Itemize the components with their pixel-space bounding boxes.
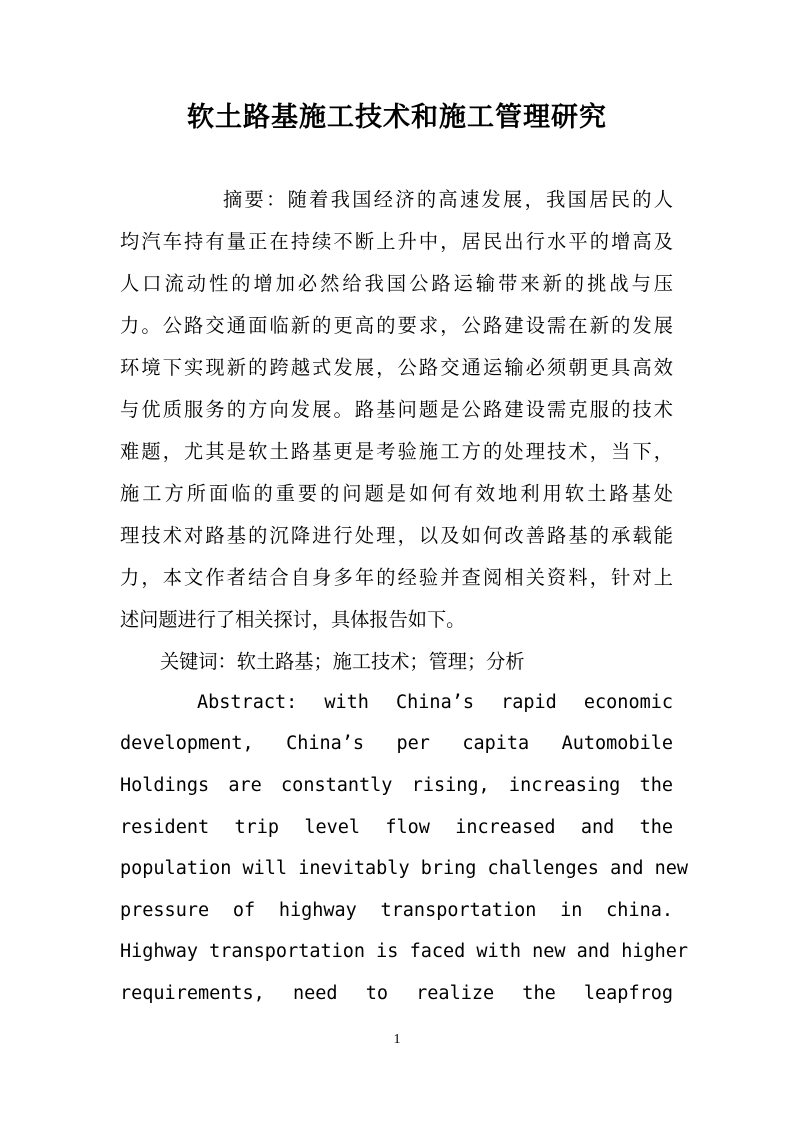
abstract-en-line: population will inevitably bring challenges and new <box>120 858 689 879</box>
abstract-en-line: Abstract: with China’s rapid economic <box>197 692 673 713</box>
abstract-cn-line: 均汽车持有量正在持续不断上升中，居民出行水平的增高及 <box>120 230 673 253</box>
abstract-cn-line: 力，本文作者结合自身多年的经验并查阅相关资料，针对上 <box>120 566 673 589</box>
abstract-en-line: requirements, need to realize the leapfrog <box>120 983 673 1004</box>
page-number: 1 <box>393 1032 401 1047</box>
abstract-cn-line: 理技术对路基的沉降进行处理，以及如何改善路基的承载能 <box>120 524 673 547</box>
abstract-cn-line: 摘要：随着我国经济的高速发展，我国居民的人 <box>223 188 673 211</box>
abstract-cn-line: 与优质服务的方向发展。路基问题是公路建设需克服的技术 <box>120 398 673 421</box>
abstract-cn-line: 力。公路交通面临新的更高的要求，公路建设需在新的发展 <box>120 314 673 337</box>
abstract-cn-line: 人口流动性的增加必然给我国公路运输带来新的挑战与压 <box>120 272 673 295</box>
abstract-en-line: resident trip level flow increased and the <box>120 817 673 838</box>
abstract-cn-line: 述问题进行了相关探讨，具体报告如下。 <box>120 608 466 631</box>
abstract-en-line: development, China’s per capita Automobile <box>120 733 673 754</box>
abstract-en-line: Highway transportation is faced with new and higher <box>120 941 689 962</box>
abstract-en-line: pressure of highway transportation in china. <box>120 900 673 921</box>
abstract-cn-line: 施工方所面临的重要的问题是如何有效地利用软土路基处 <box>120 482 673 505</box>
abstract-cn-line: 环境下实现新的跨越式发展，公路交通运输必须朝更具高效 <box>120 356 673 379</box>
keywords: 关键词：软土路基；施工技术；管理；分析 <box>160 650 525 673</box>
abstract-cn-line: 难题，尤其是软土路基更是考验施工方的处理技术，当下， <box>120 440 673 463</box>
page-title: 软土路基施工技术和施工管理研究 <box>187 102 607 133</box>
abstract-en-line: Holdings are constantly rising, increasing the <box>120 775 673 796</box>
